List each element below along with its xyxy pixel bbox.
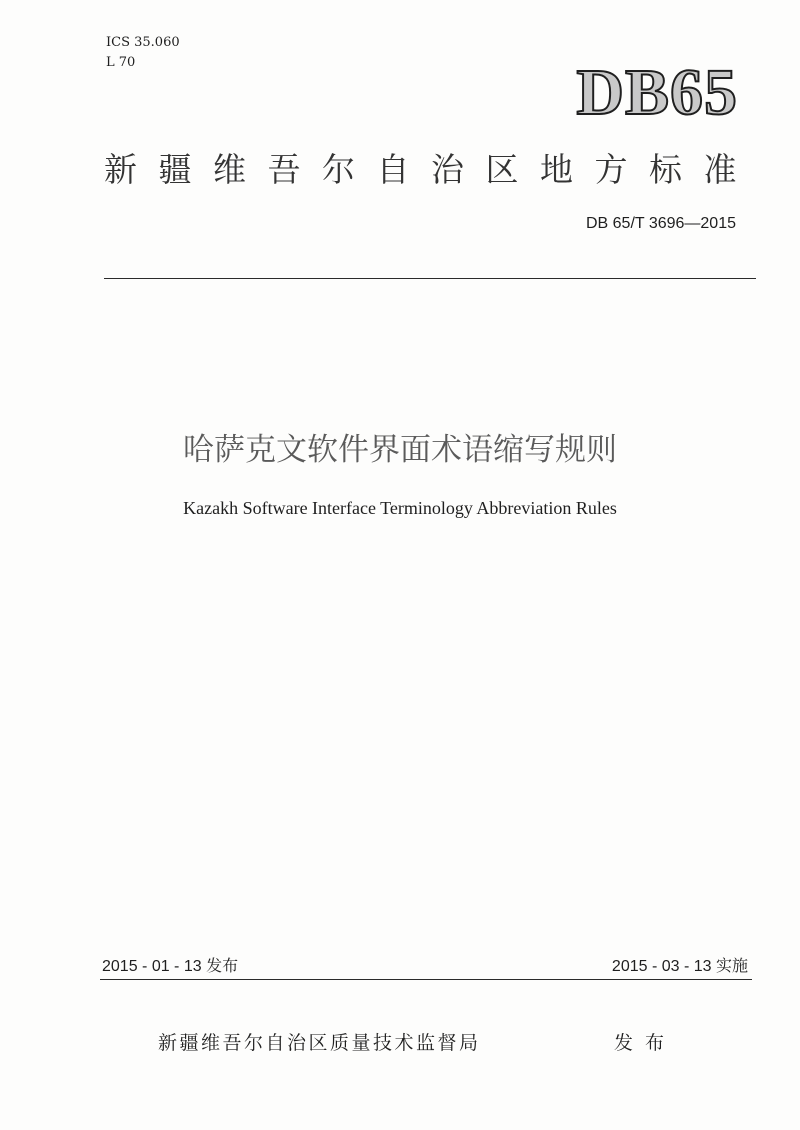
db65-logo: DB65 xyxy=(576,56,738,129)
effective-date: 2015 - 03 - 13 实施 xyxy=(611,958,748,975)
standard-category-title: 新疆维吾尔自治区地方标准 xyxy=(104,150,758,189)
document-title-chinese: 哈萨克文软件界面术语缩写规则 xyxy=(183,432,617,468)
standard-number: DB 65/T 3696—2015 xyxy=(585,215,736,232)
issue-date: 2015 - 01 - 13 发布 xyxy=(102,958,239,975)
ics-code: ICS 35.060 xyxy=(106,35,180,50)
publish-label: 发布 xyxy=(614,1032,677,1054)
classification-code: L 70 xyxy=(106,55,136,70)
top-divider xyxy=(104,278,756,279)
bottom-divider xyxy=(100,979,752,980)
publisher-name: 新疆维吾尔自治区质量技术监督局 xyxy=(158,1032,481,1054)
document-title-english: Kazakh Software Interface Terminology Abbreviation Rules xyxy=(183,498,617,518)
